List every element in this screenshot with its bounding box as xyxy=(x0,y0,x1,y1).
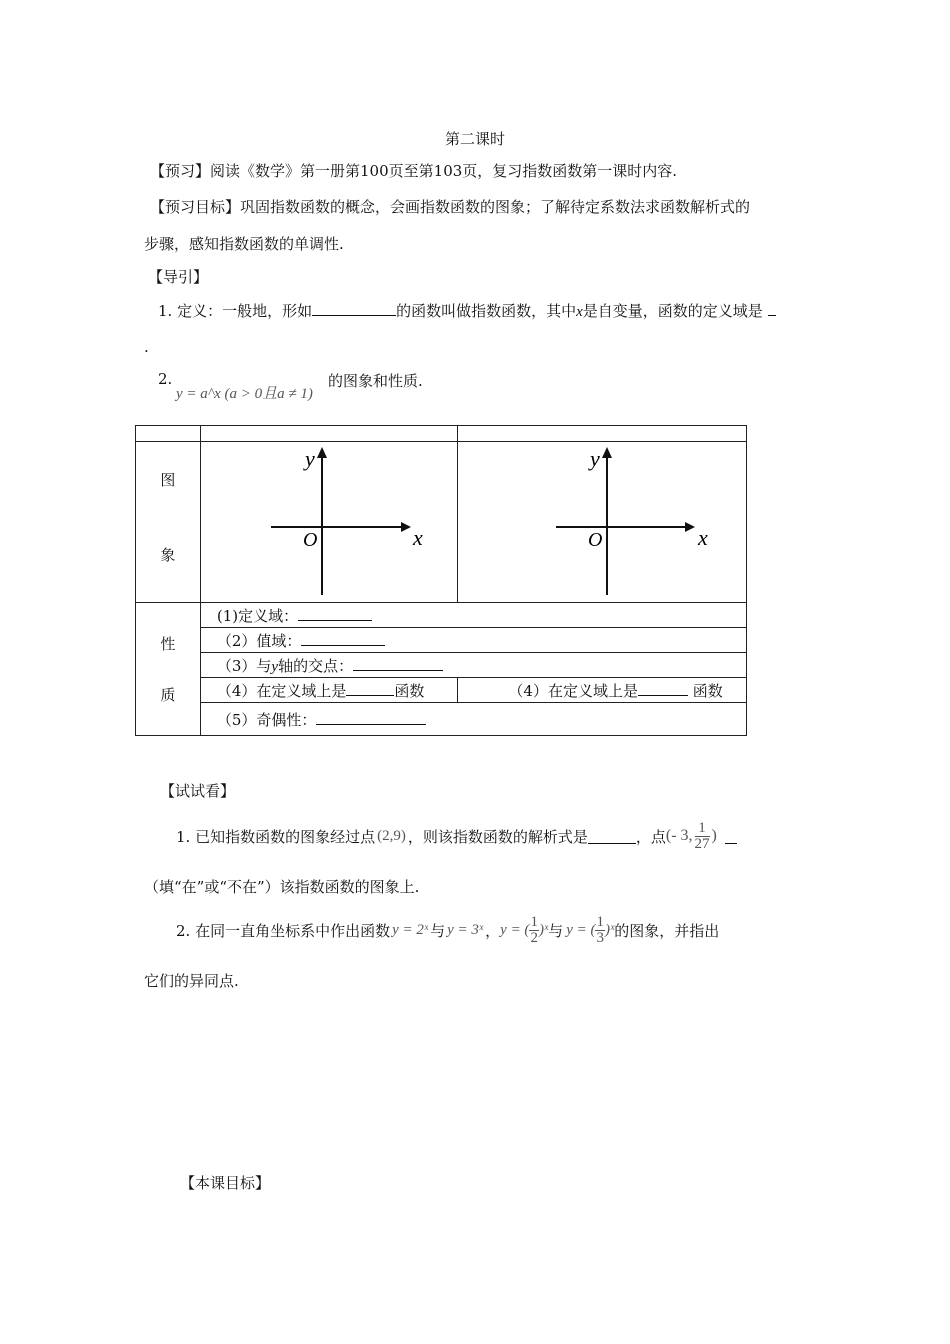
property-mono-right-label-a: （4）在定义域上是 xyxy=(508,681,638,700)
guide-blank-form[interactable] xyxy=(312,301,396,316)
guide-label: 【导引】 xyxy=(148,268,209,286)
try-q2-and-2: 与 xyxy=(548,921,564,940)
property-row-2 xyxy=(136,628,747,653)
try-q2-f3-num: 1 xyxy=(530,913,538,930)
graph-label-2: 象 xyxy=(160,546,176,564)
goal-line-2: 步骤，感知指数函数的单调性. xyxy=(144,235,344,253)
axis-y-label: y xyxy=(590,446,601,471)
property-intercept[interactable] xyxy=(200,653,746,678)
guide-item2-num: 2. xyxy=(158,370,173,388)
try-q2-line-2: 它们的异同点. xyxy=(144,972,239,990)
graph-cell-left[interactable] xyxy=(200,442,458,603)
coordinate-axes-right xyxy=(458,442,747,602)
try-q2-func-4-fraction xyxy=(595,915,605,946)
page-title: 第二课时 xyxy=(444,130,505,148)
axis-x-label: x xyxy=(698,525,709,550)
property-intercept-blank[interactable] xyxy=(353,656,443,671)
try-q1-point2-a: (- 3, xyxy=(665,827,693,844)
guide-blank-domain[interactable] xyxy=(768,301,776,316)
property-monotonic-left[interactable] xyxy=(200,678,458,703)
property-mono-left-blank[interactable] xyxy=(346,681,394,696)
graph-label-cell xyxy=(136,442,201,603)
property-domain-label: (1)定义域： xyxy=(216,606,299,625)
try-q2-func-4-a: y = ( xyxy=(566,921,596,938)
axis-x-label: x xyxy=(412,525,423,550)
property-row-3 xyxy=(136,653,747,678)
table-header-cell xyxy=(136,426,201,442)
goal-line-1 xyxy=(150,196,750,217)
try-q2-func-3-fraction xyxy=(529,915,539,946)
property-monotonic-right[interactable] xyxy=(458,678,747,703)
guide-item1-text-b: 的函数叫做指数函数，其中 xyxy=(396,302,577,320)
property-range-label: （2）值域： xyxy=(216,631,302,650)
property-label-2: 质 xyxy=(160,686,176,704)
graph-cell-right[interactable] xyxy=(458,442,747,603)
try-q2-func-4-b: )ˣ xyxy=(604,921,615,938)
graph-row xyxy=(136,442,747,603)
try-q2-func-3-b: )ˣ xyxy=(538,921,549,938)
property-row-1 xyxy=(136,603,747,628)
try-q2-text-a: 2. 在同一直角坐标系中作出函数 xyxy=(176,921,391,940)
try-q1-text-c: ，点 xyxy=(635,827,666,846)
property-label-cell xyxy=(136,603,201,736)
property-parity-blank[interactable] xyxy=(316,710,426,725)
property-label-1: 性 xyxy=(160,635,176,653)
try-q1-blank-inout[interactable] xyxy=(725,829,737,844)
guide-item-1 xyxy=(158,300,776,321)
try-q1-blank-formula[interactable] xyxy=(588,829,636,844)
guide-item2-formula: y = a^x (a > 0且a ≠ 1) xyxy=(176,386,313,402)
try-q1-frac-num: 1 xyxy=(695,821,710,837)
guide-item1-text-a: 1. 定义：一般地，形如 xyxy=(158,302,313,320)
try-q2-f4-den: 3 xyxy=(596,929,604,946)
try-q1-point2-b: ) xyxy=(711,827,717,844)
table-header-row xyxy=(136,426,747,442)
try-q2-text-b: 的图象，并指出 xyxy=(614,921,720,940)
coordinate-axes-left xyxy=(201,442,459,602)
property-mono-right-label-b: 函数 xyxy=(692,681,723,700)
property-row-5 xyxy=(136,703,747,736)
property-intercept-var: y xyxy=(271,658,279,675)
lesson-goal-label: 【本课目标】 xyxy=(180,1174,271,1192)
property-intercept-label-b: 轴的交点： xyxy=(278,656,354,675)
try-q2-func-2: y = 3ˣ xyxy=(447,921,484,938)
guide-item1-var: x xyxy=(576,304,583,320)
try-q1-line-2: （填“在”或“不在”）该指数函数的图象上. xyxy=(144,878,420,896)
try-q1-frac-den: 27 xyxy=(694,835,710,852)
guide-item1-text-c: 是自变量，函数的定义域是 xyxy=(582,302,763,320)
property-range-blank[interactable] xyxy=(301,631,385,646)
try-q2-f4-num: 1 xyxy=(596,913,604,930)
table-header-cell xyxy=(458,426,747,442)
graph-label-1: 图 xyxy=(160,471,176,489)
origin-label: O xyxy=(302,529,318,551)
goal-label: 【预习目标】 xyxy=(150,198,241,216)
try-q2-comma: ， xyxy=(485,921,501,940)
property-row-4 xyxy=(136,678,747,703)
try-question-2 xyxy=(176,908,719,952)
property-mono-left-label-b: 函数 xyxy=(394,681,425,700)
try-q2-func-3-a: y = ( xyxy=(500,921,530,938)
try-q2-and-1: 与 xyxy=(430,921,446,940)
preview-line xyxy=(150,160,677,181)
origin-label: O xyxy=(588,529,603,551)
property-mono-right-blank[interactable] xyxy=(638,681,688,696)
try-question-1 xyxy=(176,814,737,858)
try-q1-text-a: 1. 已知指数函数的图象经过点 xyxy=(176,827,376,846)
try-q1-fraction xyxy=(695,821,710,852)
try-q2-f3-den: 2 xyxy=(530,929,538,946)
goal-text-1: 巩固指数函数的概念，会画指数函数的图象；了解待定系数法求函数解析式的 xyxy=(240,198,751,216)
try-q2-func-1: y = 2ˣ xyxy=(392,921,429,938)
guide-item1-end: . xyxy=(144,338,149,356)
property-domain[interactable] xyxy=(200,603,746,628)
property-intercept-label-a: （3）与 xyxy=(216,656,272,675)
property-range[interactable] xyxy=(200,628,746,653)
preview-text: 阅读《数学》第一册第100页至第103页，复习指数函数第一课时内容. xyxy=(210,162,678,180)
try-label: 【试试看】 xyxy=(160,782,236,800)
property-parity[interactable] xyxy=(200,703,746,736)
table-header-cell xyxy=(200,426,458,442)
try-q1-point: (2,9) xyxy=(377,827,406,844)
property-mono-left-label-a: （4）在定义域上是 xyxy=(216,681,347,700)
property-domain-blank[interactable] xyxy=(298,606,372,621)
preview-label: 【预习】 xyxy=(150,162,211,180)
try-q1-text-b: ，则该指数函数的解析式是 xyxy=(407,827,588,846)
properties-table xyxy=(135,425,747,736)
guide-item2-text: 的图象和性质. xyxy=(328,372,423,390)
property-parity-label: （5）奇偶性： xyxy=(216,710,317,729)
axis-y-label: y xyxy=(304,446,315,471)
